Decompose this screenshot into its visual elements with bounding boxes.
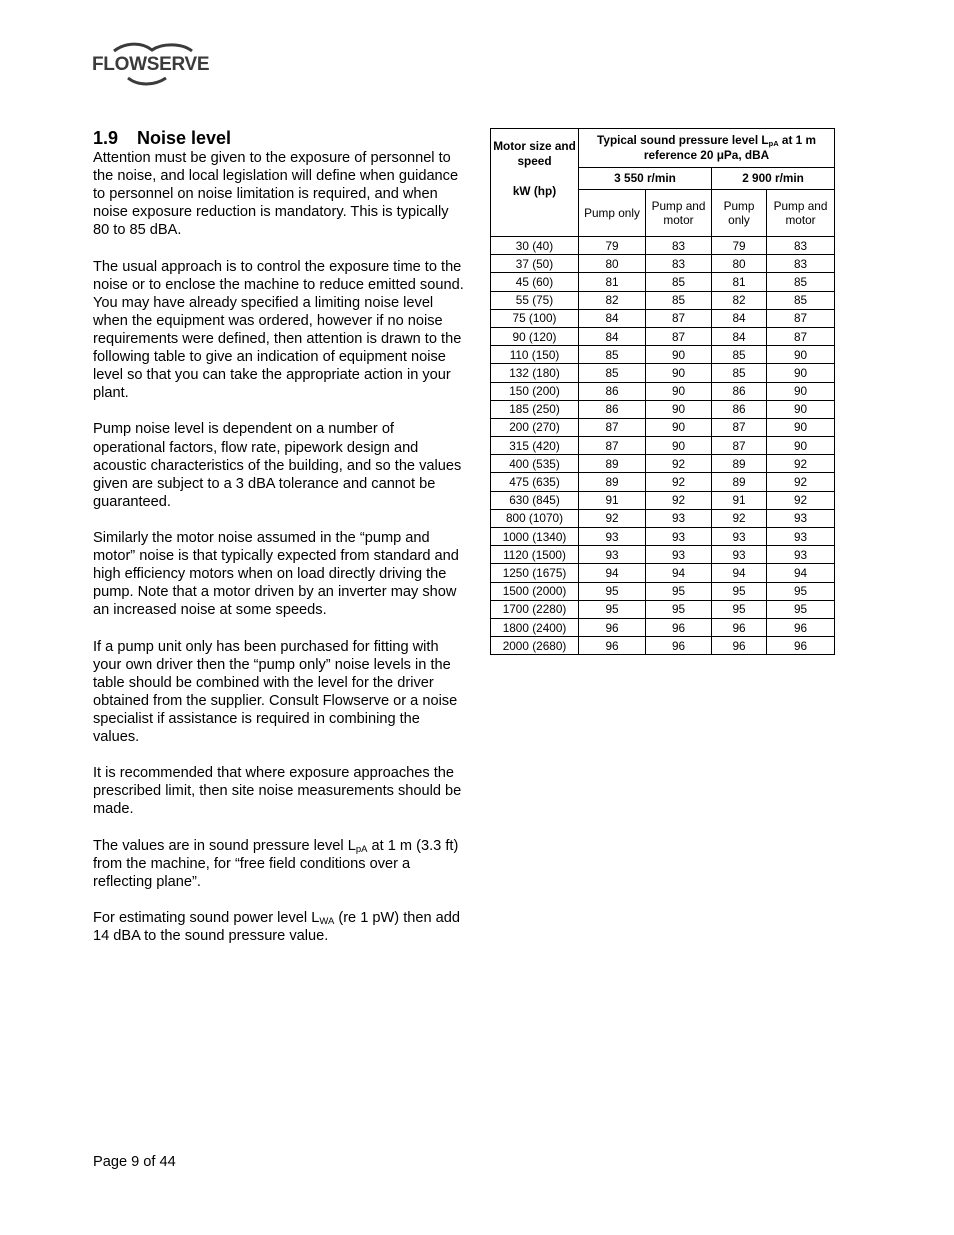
table-row bbox=[491, 564, 835, 582]
noise-value-cell: 82 bbox=[579, 291, 646, 309]
motor-size-cell: 150 (200) bbox=[491, 382, 579, 400]
noise-value-cell: 83 bbox=[767, 237, 835, 255]
noise-value-cell: 89 bbox=[579, 455, 646, 473]
noise-value-cell: 93 bbox=[712, 528, 767, 546]
noise-value-cell: 93 bbox=[579, 546, 646, 564]
noise-value-cell: 92 bbox=[767, 473, 835, 491]
motor-size-cell: 1250 (1675) bbox=[491, 564, 579, 582]
noise-value-cell: 96 bbox=[646, 637, 712, 655]
noise-value-cell: 94 bbox=[767, 564, 835, 582]
motor-size-cell: 30 (40) bbox=[491, 237, 579, 255]
noise-value-cell: 92 bbox=[579, 509, 646, 527]
noise-value-cell: 87 bbox=[712, 437, 767, 455]
noise-value-cell: 87 bbox=[646, 309, 712, 327]
table-row bbox=[491, 346, 835, 364]
noise-value-cell: 93 bbox=[579, 528, 646, 546]
noise-value-cell: 87 bbox=[579, 418, 646, 436]
noise-value-cell: 95 bbox=[579, 582, 646, 600]
paragraph-exposure: Attention must be given to the exposure of personnel to the noise, and local legislation will define when guidance to personnel on noise limitation is required, and when noise exposure reduction is mandatory. This is typically 80 to 85 dBA. bbox=[93, 150, 459, 239]
noise-value-cell: 93 bbox=[646, 546, 712, 564]
table-row bbox=[491, 364, 835, 382]
noise-value-cell: 92 bbox=[712, 509, 767, 527]
noise-value-cell: 86 bbox=[579, 382, 646, 400]
pressure-text-a: The values are in sound pressure level L bbox=[93, 837, 356, 854]
noise-value-cell: 79 bbox=[712, 237, 767, 255]
noise-value-cell: 96 bbox=[712, 618, 767, 636]
noise-value-cell: 90 bbox=[767, 382, 835, 400]
noise-value-cell: 94 bbox=[579, 564, 646, 582]
motor-size-cell: 2000 (2680) bbox=[491, 637, 579, 655]
noise-value-cell: 86 bbox=[712, 400, 767, 418]
noise-value-cell: 89 bbox=[712, 473, 767, 491]
noise-value-cell: 90 bbox=[767, 364, 835, 382]
section-heading bbox=[93, 128, 231, 149]
noise-value-cell: 79 bbox=[579, 237, 646, 255]
pressure-subscript: pA bbox=[355, 843, 368, 855]
power-subscript: WA bbox=[319, 915, 335, 927]
table-row bbox=[491, 291, 835, 309]
noise-value-cell: 95 bbox=[767, 582, 835, 600]
motor-size-cell: 200 (270) bbox=[491, 418, 579, 436]
paragraph-power-level bbox=[93, 909, 468, 945]
table-row bbox=[491, 455, 835, 473]
motor-size-cell: 75 (100) bbox=[491, 309, 579, 327]
motor-size-header bbox=[491, 129, 579, 237]
table-row bbox=[491, 418, 835, 436]
noise-value-cell: 91 bbox=[579, 491, 646, 509]
motor-size-cell: 185 (250) bbox=[491, 400, 579, 418]
paragraph-approach: The usual approach is to control the exposure time to the noise or to enclose the machine to reduce emitted sound. You may have already specified a limiting noise level when the equipment was ordered, however if no noise requirements were defined, then attention is drawn to the following table to give an indication of equipment noise level so that you can take the appropriate action in your plant. bbox=[93, 258, 464, 402]
motor-size-cell: 55 (75) bbox=[491, 291, 579, 309]
section-title: Noise level bbox=[137, 128, 232, 148]
noise-value-cell: 96 bbox=[767, 618, 835, 636]
noise-value-cell: 90 bbox=[646, 418, 712, 436]
noise-value-cell: 83 bbox=[646, 237, 712, 255]
noise-value-cell: 85 bbox=[712, 364, 767, 382]
noise-value-cell: 95 bbox=[712, 600, 767, 618]
noise-value-cell: 87 bbox=[646, 327, 712, 345]
noise-value-cell: 80 bbox=[579, 255, 646, 273]
noise-value-cell: 85 bbox=[712, 346, 767, 364]
noise-value-cell: 95 bbox=[646, 600, 712, 618]
noise-value-cell: 85 bbox=[646, 291, 712, 309]
power-text-a: For estimating sound power level L bbox=[93, 909, 320, 926]
noise-value-cell: 90 bbox=[646, 346, 712, 364]
paragraph-tolerance: Pump noise level is dependent on a number of operational factors, flow rate, pipework design and acoustic characteristics of the building, and so the values given are subject to a 3 dBA tolerance and cannot be guaranteed. bbox=[93, 421, 462, 510]
noise-value-cell: 96 bbox=[579, 618, 646, 636]
motor-size-cell: 132 (180) bbox=[491, 364, 579, 382]
col-pump-only-2: Pump only bbox=[712, 190, 767, 237]
noise-value-cell: 95 bbox=[712, 582, 767, 600]
noise-value-cell: 96 bbox=[579, 637, 646, 655]
table-row bbox=[491, 309, 835, 327]
noise-value-cell: 85 bbox=[579, 346, 646, 364]
table-row bbox=[491, 382, 835, 400]
noise-value-cell: 84 bbox=[712, 327, 767, 345]
table-row bbox=[491, 618, 835, 636]
paragraph-measurements: It is recommended that where exposure approaches the prescribed limit, then site noise measurements should be made. bbox=[93, 765, 462, 818]
motor-size-unit: kW (hp) bbox=[512, 183, 557, 198]
motor-size-cell: 45 (60) bbox=[491, 273, 579, 291]
motor-size-cell: 110 (150) bbox=[491, 346, 579, 364]
motor-size-cell: 630 (845) bbox=[491, 491, 579, 509]
noise-value-cell: 87 bbox=[767, 309, 835, 327]
noise-value-cell: 85 bbox=[767, 273, 835, 291]
table-row bbox=[491, 273, 835, 291]
motor-size-cell: 1800 (2400) bbox=[491, 618, 579, 636]
paragraph-pressure-level bbox=[93, 837, 468, 891]
noise-value-cell: 90 bbox=[767, 437, 835, 455]
noise-value-cell: 93 bbox=[767, 528, 835, 546]
table-row bbox=[491, 473, 835, 491]
noise-value-cell: 90 bbox=[646, 400, 712, 418]
noise-value-cell: 87 bbox=[579, 437, 646, 455]
sound-pressure-subscript: pA bbox=[768, 139, 779, 148]
table-row bbox=[491, 327, 835, 345]
noise-value-cell: 81 bbox=[579, 273, 646, 291]
noise-value-cell: 91 bbox=[712, 491, 767, 509]
noise-value-cell: 86 bbox=[579, 400, 646, 418]
motor-size-cell: 1500 (2000) bbox=[491, 582, 579, 600]
noise-value-cell: 96 bbox=[646, 618, 712, 636]
noise-value-cell: 90 bbox=[646, 382, 712, 400]
noise-value-cell: 96 bbox=[712, 637, 767, 655]
noise-value-cell: 93 bbox=[646, 528, 712, 546]
noise-value-cell: 93 bbox=[712, 546, 767, 564]
sound-pressure-label-b: at 1 m reference 20 μPa, dBA bbox=[643, 133, 816, 162]
noise-value-cell: 87 bbox=[712, 418, 767, 436]
noise-value-cell: 90 bbox=[767, 346, 835, 364]
noise-value-cell: 85 bbox=[579, 364, 646, 382]
noise-value-cell: 95 bbox=[579, 600, 646, 618]
noise-value-cell: 85 bbox=[646, 273, 712, 291]
noise-value-cell: 89 bbox=[712, 455, 767, 473]
speed-2900-header: 2 900 r/min bbox=[712, 168, 835, 190]
noise-value-cell: 84 bbox=[712, 309, 767, 327]
motor-size-cell: 1700 (2280) bbox=[491, 600, 579, 618]
table-row bbox=[491, 528, 835, 546]
logo-wordmark: FLOWSERVE bbox=[92, 54, 210, 75]
noise-level-table bbox=[490, 128, 835, 655]
noise-value-cell: 87 bbox=[767, 327, 835, 345]
motor-size-label: Motor size and speed bbox=[493, 138, 576, 168]
motor-size-cell: 800 (1070) bbox=[491, 509, 579, 527]
noise-value-cell: 83 bbox=[767, 255, 835, 273]
flowserve-logo bbox=[92, 40, 208, 88]
noise-value-cell: 95 bbox=[646, 582, 712, 600]
motor-size-cell: 400 (535) bbox=[491, 455, 579, 473]
noise-value-cell: 89 bbox=[579, 473, 646, 491]
motor-size-cell: 475 (635) bbox=[491, 473, 579, 491]
table-row bbox=[491, 637, 835, 655]
noise-value-cell: 92 bbox=[767, 455, 835, 473]
noise-value-cell: 94 bbox=[646, 564, 712, 582]
paragraph-motor-noise: Similarly the motor noise assumed in the “pump and motor” noise is that typically expected from standard and high efficiency motors when on load directly driving the pump. Note that a motor driven by an inverter may show an increased noise at some speeds. bbox=[93, 529, 459, 619]
noise-value-cell: 83 bbox=[646, 255, 712, 273]
noise-value-cell: 92 bbox=[646, 455, 712, 473]
noise-value-cell: 81 bbox=[712, 273, 767, 291]
noise-value-cell: 84 bbox=[579, 309, 646, 327]
col-pump-motor-1: Pump and motor bbox=[646, 190, 712, 237]
noise-value-cell: 90 bbox=[767, 418, 835, 436]
col-pump-only-1: Pump only bbox=[579, 190, 646, 237]
noise-value-cell: 94 bbox=[712, 564, 767, 582]
noise-value-cell: 96 bbox=[767, 637, 835, 655]
noise-value-cell: 90 bbox=[767, 400, 835, 418]
noise-value-cell: 95 bbox=[767, 600, 835, 618]
table-row bbox=[491, 400, 835, 418]
power-text-b: (re 1 pW) then add 14 dBA to the sound pressure value. bbox=[93, 909, 461, 945]
table-row bbox=[491, 491, 835, 509]
table-body bbox=[491, 237, 835, 655]
noise-value-cell: 92 bbox=[646, 491, 712, 509]
noise-value-cell: 93 bbox=[767, 546, 835, 564]
table-header-row bbox=[491, 129, 835, 168]
paragraph-driver: If a pump unit only has been purchased for fitting with your own driver then the “pump only” noise levels in the table should be combined with the level for the driver obtained from the supplier. Consult Flowserve or a noise specialist if assistance is required in combining the values. bbox=[93, 638, 458, 745]
section-number: 1.9 bbox=[93, 128, 119, 148]
motor-size-cell: 1000 (1340) bbox=[491, 528, 579, 546]
noise-value-cell: 93 bbox=[767, 509, 835, 527]
noise-value-cell: 92 bbox=[646, 473, 712, 491]
noise-value-cell: 85 bbox=[767, 291, 835, 309]
motor-size-cell: 90 (120) bbox=[491, 327, 579, 345]
sound-pressure-header bbox=[579, 129, 835, 168]
noise-value-cell: 92 bbox=[767, 491, 835, 509]
noise-value-cell: 80 bbox=[712, 255, 767, 273]
motor-size-cell: 315 (420) bbox=[491, 437, 579, 455]
table-row bbox=[491, 437, 835, 455]
speed-3550-header: 3 550 r/min bbox=[579, 168, 712, 190]
noise-value-cell: 82 bbox=[712, 291, 767, 309]
table-row bbox=[491, 237, 835, 255]
noise-value-cell: 90 bbox=[646, 364, 712, 382]
sound-pressure-label-a: Typical sound pressure level L bbox=[597, 133, 769, 147]
noise-value-cell: 86 bbox=[712, 382, 767, 400]
page-number: Page 9 of 44 bbox=[93, 1154, 176, 1170]
table-row bbox=[491, 600, 835, 618]
noise-value-cell: 93 bbox=[646, 509, 712, 527]
noise-value-cell: 84 bbox=[579, 327, 646, 345]
table-row bbox=[491, 255, 835, 273]
motor-size-cell: 1120 (1500) bbox=[491, 546, 579, 564]
motor-size-cell: 37 (50) bbox=[491, 255, 579, 273]
table-row bbox=[491, 509, 835, 527]
noise-value-cell: 90 bbox=[646, 437, 712, 455]
col-pump-motor-2: Pump and motor bbox=[767, 190, 835, 237]
body-text bbox=[93, 149, 468, 963]
table-row bbox=[491, 546, 835, 564]
table-row bbox=[491, 582, 835, 600]
pressure-text-b: at 1 m (3.3 ft) from the machine, for “free field conditions over a reflecting plane”. bbox=[93, 837, 459, 890]
